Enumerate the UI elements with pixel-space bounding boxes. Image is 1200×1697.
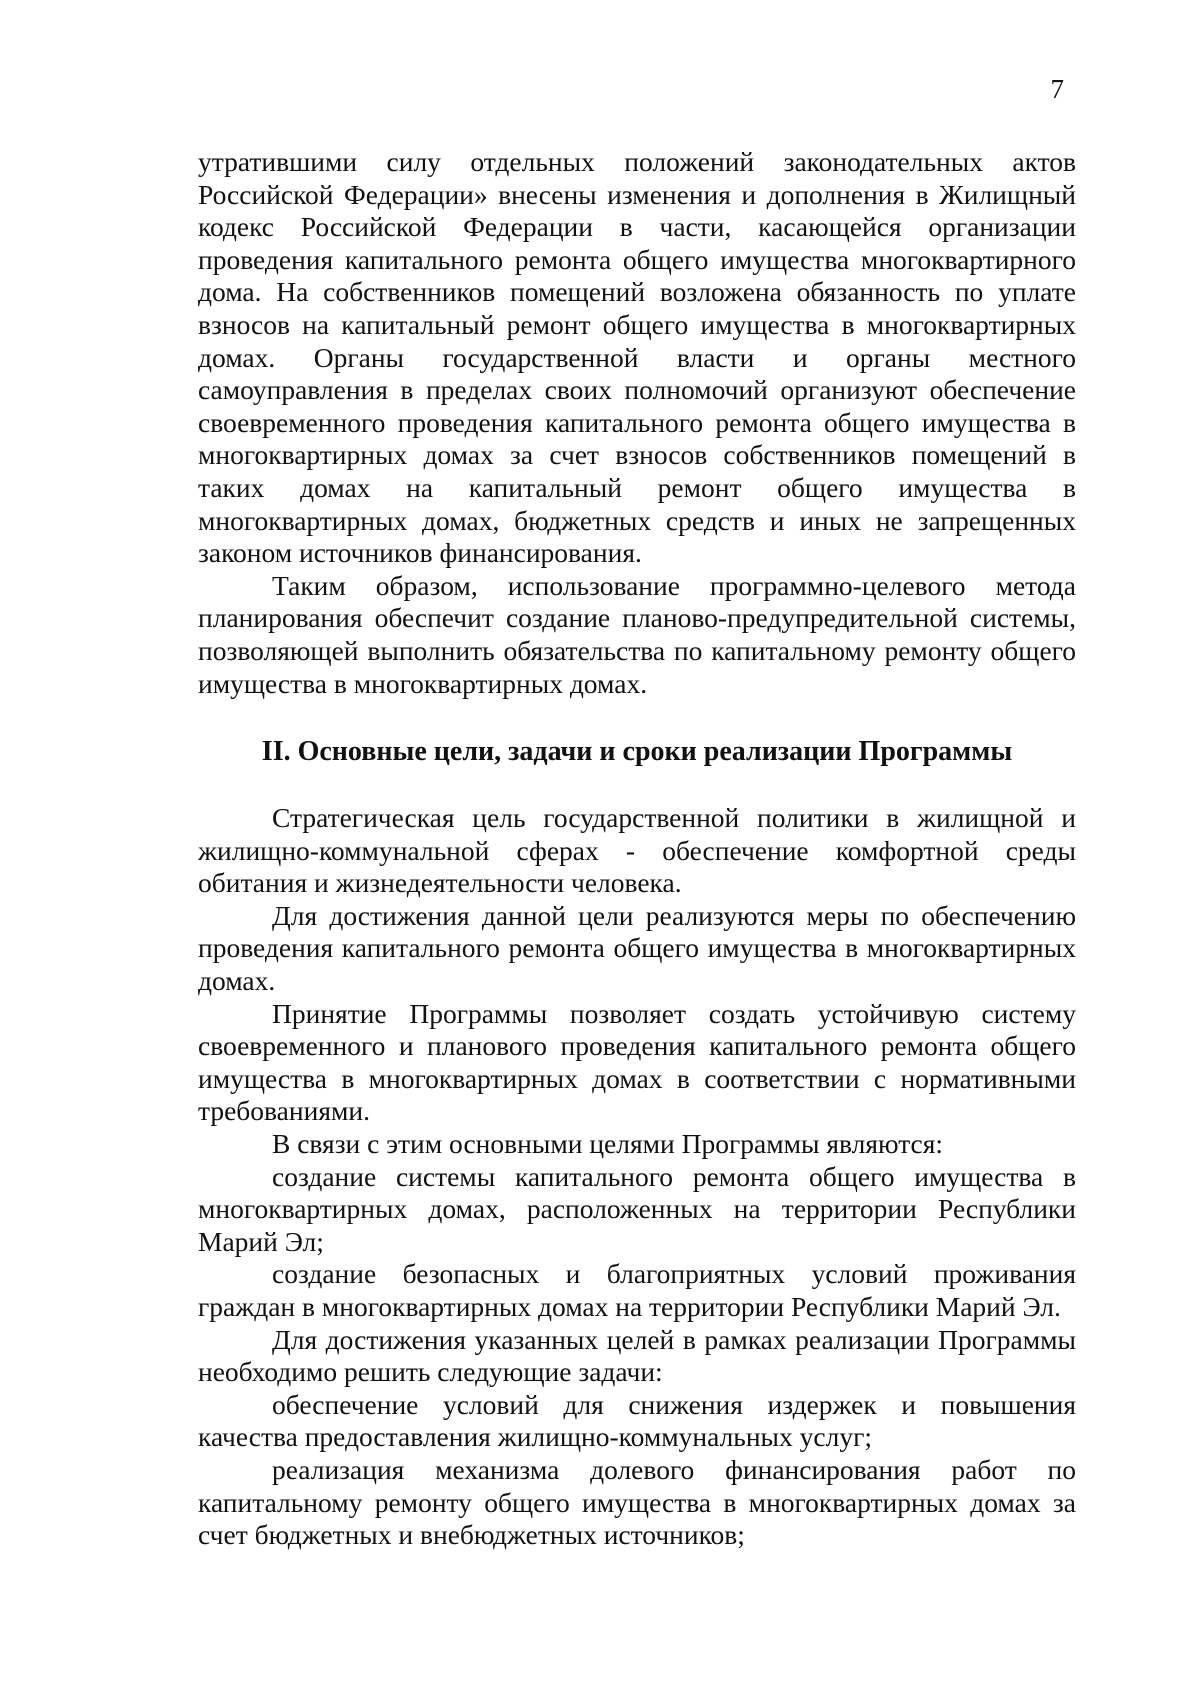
- paragraph-goals-intro: В связи с этим основными целями Программы являются:: [272, 1128, 944, 1160]
- paragraph-measures: Для достижения данной цели реализуются меры по обеспечению проведения капитального ремонта общего имущества в многоквартирных домах.: [198, 899, 1076, 997]
- page-number: 7: [1050, 74, 1064, 104]
- list-item-goal-1: создание системы капитального ремонта общего имущества в многоквартирных домах, расположенных на территории Республики Марий Эл;: [198, 1160, 1076, 1257]
- list-item-goal-2: создание безопасных и благоприятных условий проживания граждан в многоквартирных домах на территории Республики Марий Эл.: [198, 1258, 1076, 1322]
- paragraph-continuation: утратившими силу отдельных положений законодательных актов Российской Федерации» внесены изменения и дополнения в Жилищный кодекс Российской Федерации в части, касающейся организации проведения капитального ремонта общего имущества многоквартирного дома. На собственников помещений возложена обязанность по уплате взносов на капитальный ремонт общего имущества в многоквартирных домах. Органы государственной власти и органы местного самоуправления в пределах своих полномочий организуют обеспечение своевременного проведения капитального ремонта общего имущества в многоквартирных домах за счет взносов собственников помещений в таких домах на капитальный ремонт общего имущества в многоквартирных домах, бюджетных средств и иных не запрещенных законом источников финансирования.: [198, 146, 1076, 569]
- paragraph-tasks-intro: Для достижения указанных целей в рамках реализации Программы необходимо решить следующие задачи:: [198, 1323, 1076, 1388]
- paragraph-conclusion: Таким образом, использование программно-целевого метода планирования обеспечит создание планово-предупредительной системы, позволяющей выполнить обязательства по капитальному ремонту общего имущества в многоквартирных домах.: [198, 569, 1076, 699]
- section-heading: II. Основные цели, задачи и сроки реализации Программы: [261, 736, 1013, 768]
- paragraph-program-adoption: Принятие Программы позволяет создать устойчивую систему своевременного и планового проведения капитального ремонта общего имущества в многоквартирных домах в соответствии с нормативными требованиями.: [198, 997, 1076, 1127]
- list-item-task-1: обеспечение условий для снижения издержек и повышения качества предоставления жилищно-коммунальных услуг;: [198, 1388, 1076, 1453]
- paragraph-strategic-goal: Стратегическая цель государственной политики в жилищной и жилищно-коммунальной сферах - обеспечение комфортной среды обитания и жизнедеятельности человека.: [198, 802, 1076, 899]
- document-body: [198, 146, 1076, 1552]
- list-item-task-2: реализация механизма долевого финансирования работ по капитальному ремонту общего имущества в многоквартирных домах за счет бюджетных и внебюджетных источников;: [198, 1453, 1076, 1551]
